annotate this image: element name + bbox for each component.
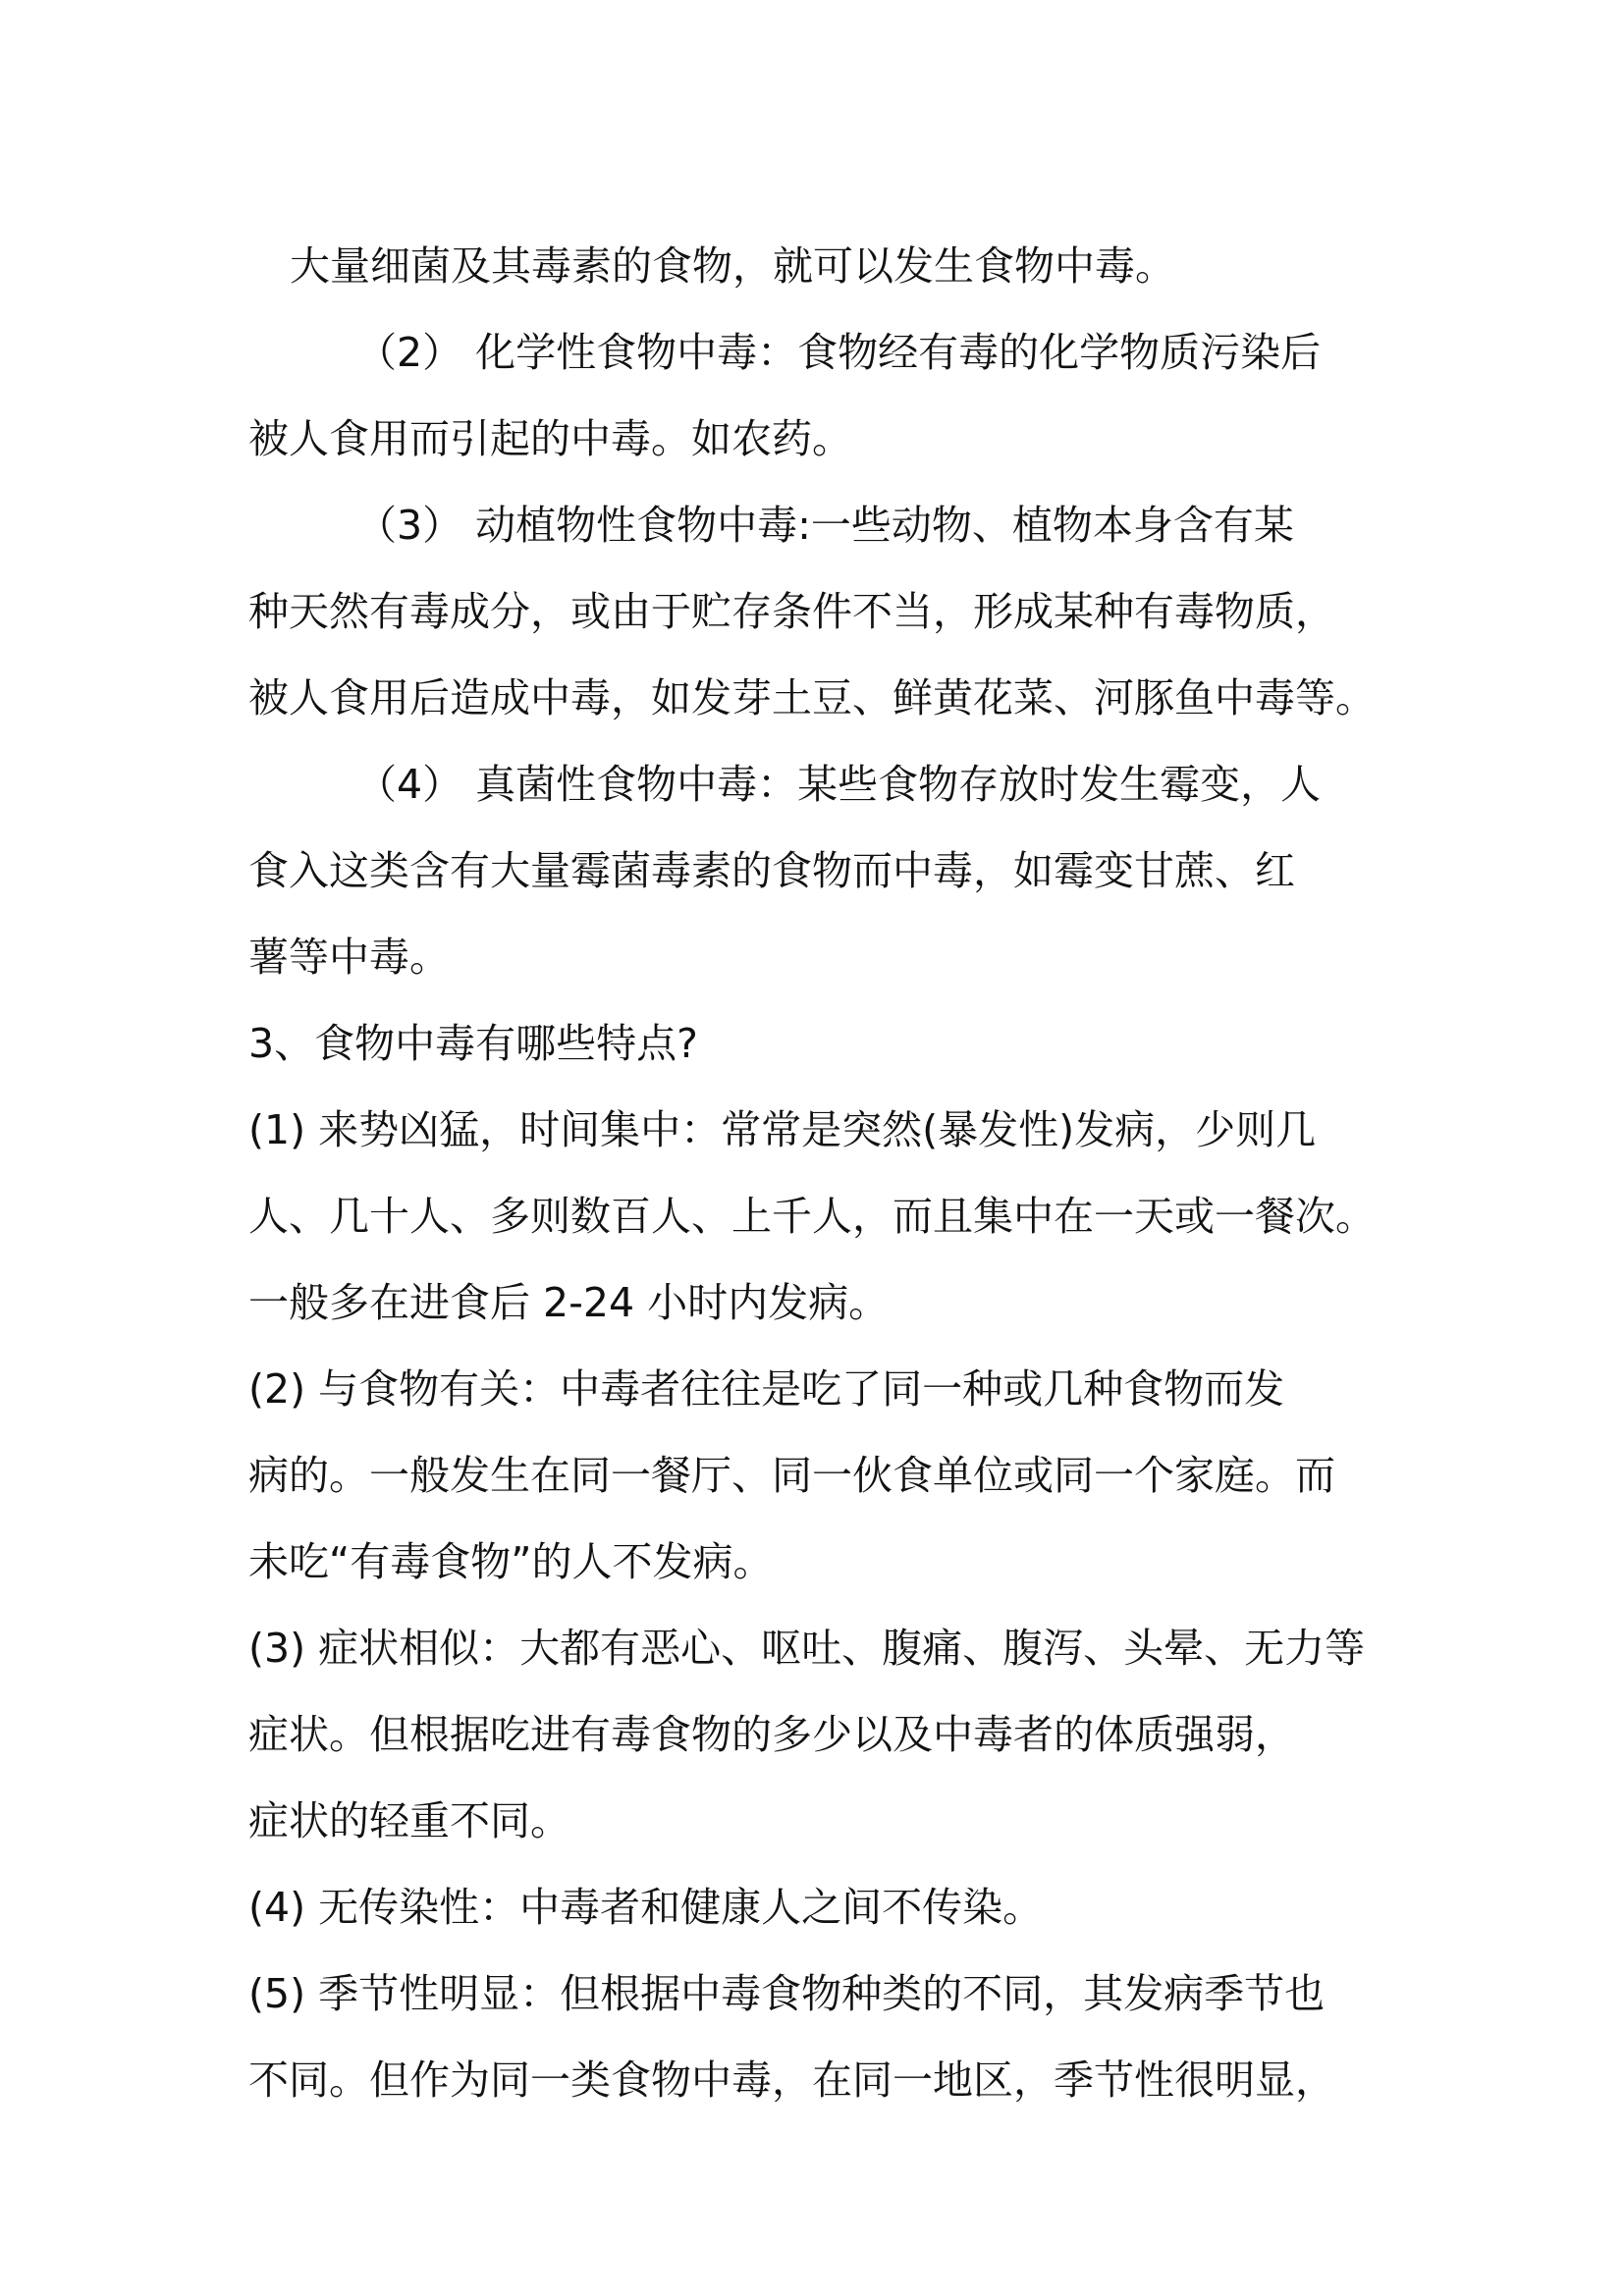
text-line: 大量细菌及其毒素的食物，就可以发生食物中毒。 xyxy=(290,242,1175,290)
text-line: 被人食用后造成中毒，如发芽土豆、鲜黄花菜、河豚鱼中毒等。 xyxy=(248,674,1376,721)
text-line: 被人食用而引起的中毒。如农药。 xyxy=(248,415,852,462)
text-line: （2） 化学性食物中毒：食物经有毒的化学物质污染后 xyxy=(356,329,1322,376)
text-line: 食入这类含有大量霉菌毒素的食物而中毒，如霉变甘蔗、红 xyxy=(248,847,1295,894)
text-line: (1) 来势凶猛，时间集中：常常是突然(暴发性)发病，少则几 xyxy=(248,1106,1317,1153)
text-line: (2) 与食物有关：中毒者往往是吃了同一种或几种食物而发 xyxy=(248,1365,1285,1413)
text-line: (4) 无传染性：中毒者和健康人之间不传染。 xyxy=(248,1884,1044,1931)
text-line: 种天然有毒成分，或由于贮存条件不当，形成某种有毒物质， xyxy=(248,588,1335,635)
text-line: （4） 真菌性食物中毒：某些食物存放时发生霉变，人 xyxy=(356,761,1322,808)
text-line: (5) 季节性明显：但根据中毒食物种类的不同，其发病季节也 xyxy=(248,1970,1326,2017)
text-line: 症状。但根据吃进有毒食物的多少以及中毒者的体质强弱， xyxy=(248,1711,1295,1758)
document-body xyxy=(248,223,1397,2123)
section-heading: 3、食物中毒有哪些特点? xyxy=(248,1020,698,1067)
text-line: 未吃“有毒食物”的人不发病。 xyxy=(248,1538,774,1585)
text-line: (3) 症状相似：大都有恶心、呕吐、腹痛、腹泻、头晕、无力等 xyxy=(248,1625,1366,1672)
text-line: 症状的轻重不同。 xyxy=(248,1797,570,1844)
text-line: 不同。但作为同一类食物中毒，在同一地区，季节性很明显， xyxy=(248,2056,1335,2104)
text-line: 人、几十人、多则数百人、上千人，而且集中在一天或一餐次。 xyxy=(248,1193,1376,1240)
text-line: 一般多在进食后 2-24 小时内发病。 xyxy=(248,1279,890,1326)
text-line: 薯等中毒。 xyxy=(248,934,450,981)
text-line: （3） 动植物性食物中毒:一些动物、植物本身含有某 xyxy=(356,502,1294,549)
text-line: 病的。一般发生在同一餐厅、同一伙食单位或同一个家庭。而 xyxy=(248,1452,1335,1499)
